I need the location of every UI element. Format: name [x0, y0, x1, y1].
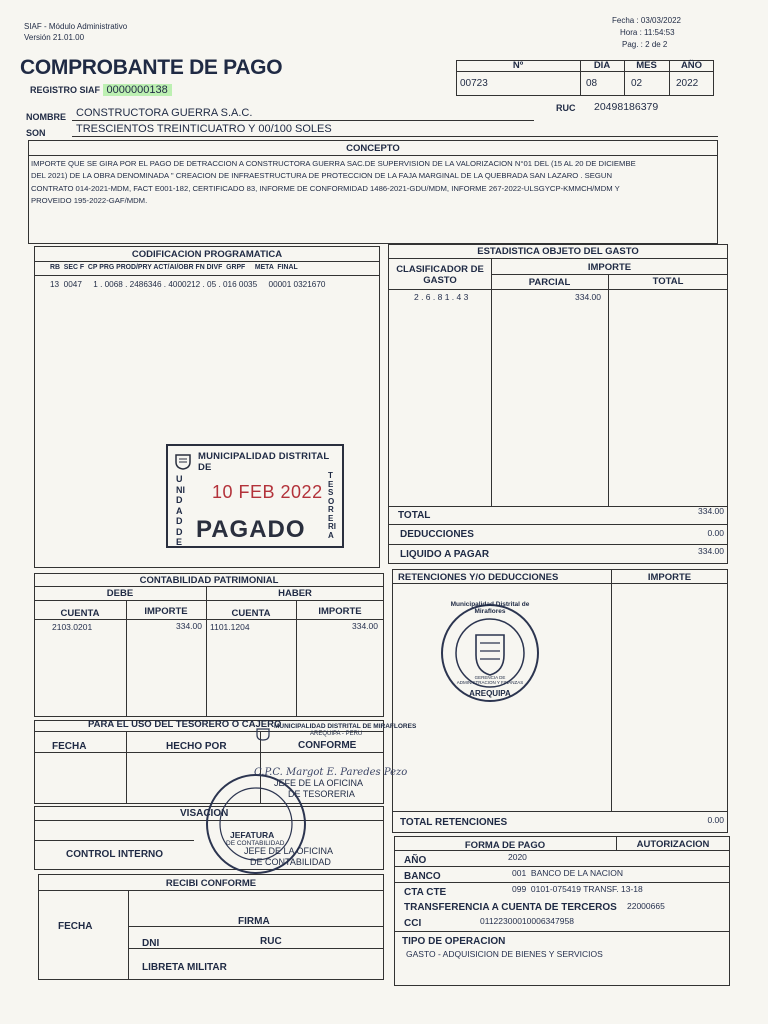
- summary-total-value: 334.00: [698, 506, 724, 516]
- codificacion-row: 13 0047 1 . 0068 . 2486346 . 4000212 . 05 . 016 0035 00001 0321670: [50, 280, 326, 289]
- recibi-title: RECIBI CONFORME: [165, 878, 257, 889]
- conforme-label: CONFORME: [298, 740, 357, 751]
- treasurer-role-2: DE TESORERIA: [288, 789, 355, 799]
- page-number: Pag. : 2 de 2: [622, 40, 668, 49]
- jefatura-role-1: JEFE DE LA OFICINA: [244, 846, 334, 856]
- summary-deducciones-label: DEDUCCIONES: [400, 529, 474, 540]
- forma-pago-title: FORMA DE PAGO: [464, 840, 546, 851]
- col-numero: Nº: [512, 60, 524, 71]
- pagado-status: PAGADO: [196, 516, 306, 543]
- tesorero-title: PARA EL USO DEL TESORERO O CAJERO: [88, 719, 282, 730]
- clasificador-value: 2 . 6 . 8 1 . 4 3: [414, 292, 469, 302]
- codificacion-columns: RB SEC F CP PRG PROD/PRY ACT/AI/OBR FN DIVF GRPF META FINAL: [50, 264, 298, 271]
- recibi-ruc-label: RUC: [260, 936, 282, 947]
- document-title: COMPROBANTE DE PAGO: [20, 56, 283, 79]
- treasurer-city: AREQUIPA - PERU: [310, 731, 363, 737]
- debe-importe-label: IMPORTE: [144, 606, 188, 617]
- jefatura-stamp: [204, 772, 334, 876]
- pagado-date: 10 FEB 2022: [212, 482, 323, 502]
- debe-label: DEBE: [106, 588, 134, 599]
- forma-anio-value: 2020: [508, 852, 527, 862]
- debe-cuenta-value: 2103.0201: [52, 622, 93, 632]
- autorizacion-label: AUTORIZACION: [636, 839, 710, 850]
- firma-label: FIRMA: [238, 916, 270, 927]
- tesorero-fecha-label: FECHA: [52, 741, 87, 752]
- clasificador-label: CLASIFICADOR DE GASTO: [396, 264, 484, 286]
- seal-inner-text: GERENCIA DE ADMINISTRACION Y FINANZAS: [456, 675, 524, 685]
- transferencia-label: TRANSFERENCIA A CUENTA DE TERCEROS: [404, 902, 617, 913]
- tipo-operacion-label: TIPO DE OPERACION: [402, 936, 506, 947]
- jefatura-line-1: JEFATURA: [230, 830, 275, 840]
- haber-cuenta-label: CUENTA: [231, 608, 271, 619]
- municipal-seal: [440, 603, 540, 703]
- forma-banco-value: 001 BANCO DE LA NACION: [512, 868, 624, 878]
- treasurer-name: C.P.C. Margot E. Paredes Pezo: [254, 767, 408, 778]
- visacion-label: VISACION: [180, 808, 229, 819]
- haber-cuenta-value: 1101.1204: [210, 622, 250, 632]
- recibi-fecha-label: FECHA: [58, 921, 93, 932]
- print-date: Fecha : 03/03/2022: [612, 16, 681, 25]
- summary-total-label: TOTAL: [398, 510, 431, 521]
- total-retenciones-label: TOTAL RETENCIONES: [400, 817, 508, 828]
- concepto-text: IMPORTE QUE SE GIRA POR EL PAGO DE DETRACCION A CONSTRUCTORA GUERRA SAC.DE SUPERVISION DE LA VALORIZACION N°01 DEL (15 AL 20 DE DICIEMBE DEL 2021) DE LA OBRA DENOMINADA " CREACION DE INFRAESTRUCTURA DE PROTECCION DE LA FAJA MARGINAL DE LA QUEBRADA SAN LAZARO . SEGUN CONTRATO 014-2021-MDM, FACT E001-182, CERTIFICADO 83, INFORME DE CONFORMIDAD 1486-2021-GDU/MDM, INFORME 267-2022-ULSGYCP-KMMCH/MDM Y PROVEIDO 195-2022-GAF/MDM.: [31, 159, 636, 205]
- cci-label: CCI: [404, 918, 422, 929]
- dni-label: DNI: [142, 938, 160, 949]
- contabilidad-title: CONTABILIDAD PATRIMONIAL: [139, 575, 279, 586]
- haber-importe-value: 334.00: [352, 621, 378, 631]
- col-mes: MES: [636, 60, 657, 71]
- forma-banco-label: BANCO: [404, 871, 441, 882]
- haber-label: HABER: [278, 588, 312, 599]
- system-name: SIAF - Módulo Administrativo: [24, 22, 128, 31]
- pagado-stamp-left: UNIDAD DE: [176, 474, 185, 547]
- retenciones-importe-label: IMPORTE: [647, 572, 692, 583]
- pagado-stamp: [166, 444, 344, 548]
- col-anio: AÑO: [680, 60, 703, 71]
- jefatura-line-2: DE CONTABILIDAD: [226, 840, 285, 847]
- seal-city: AREQUIPA: [469, 689, 511, 698]
- voucher-day: 08: [586, 78, 598, 89]
- payee-ruc: 20498186379: [594, 101, 659, 113]
- treasurer-muni: MUNICIPALIDAD DISTRITAL DE MIRAFLORES: [274, 723, 417, 730]
- forma-ctacte-value: 099 0101-075419 TRANSF. 13-18: [512, 884, 643, 894]
- summary-liquido-label: LIQUIDO A PAGAR: [400, 549, 490, 560]
- debe-cuenta-label: CUENTA: [60, 608, 100, 619]
- treasurer-role-1: JEFE DE LA OFICINA: [274, 778, 364, 788]
- libreta-label: LIBRETA MILITAR: [142, 962, 227, 973]
- registro-siaf: REGISTRO SIAF 0000000138: [30, 84, 172, 96]
- amount-in-words: TRESCIENTOS TREINTICUATRO Y 00/100 SOLES: [76, 123, 332, 135]
- control-interno-label: CONTROL INTERNO: [66, 849, 164, 860]
- voucher-month: 02: [631, 78, 643, 89]
- transferencia-value: 22000665: [627, 901, 665, 911]
- print-time: Hora : 11:54:53: [620, 28, 675, 37]
- summary-deducciones-value: 0.00: [707, 528, 724, 538]
- payee-name: CONSTRUCTORA GUERRA S.A.C.: [76, 107, 253, 119]
- pagado-stamp-right: TESORERIA: [328, 471, 336, 540]
- system-version: Versión 21.01.00: [24, 33, 85, 42]
- cci-value: 01122300010006347958: [480, 916, 574, 926]
- voucher-year: 2022: [676, 78, 699, 89]
- importe-label: IMPORTE: [587, 262, 632, 273]
- municipal-crest-icon: [174, 452, 192, 470]
- total-retenciones-value: 0.00: [707, 815, 724, 825]
- voucher-number: 00723: [460, 78, 488, 89]
- col-dia: DIA: [593, 60, 611, 71]
- total-label: TOTAL: [652, 276, 684, 287]
- tipo-operacion-value: GASTO - ADQUISICION DE BIENES Y SERVICIOS: [406, 949, 603, 959]
- small-crest-icon: [256, 727, 270, 741]
- pagado-stamp-top: MUNICIPALIDAD DISTRITAL DE: [198, 451, 330, 473]
- seal-ring-text: Municipalidad Distrital de Miraflores: [450, 601, 530, 615]
- jefatura-role-2: DE CONTABILIDAD: [250, 857, 331, 867]
- nombre-label: NOMBRE: [26, 112, 66, 122]
- forma-anio-label: AÑO: [404, 855, 427, 866]
- codificacion-title: CODIFICACION PROGRAMATICA: [131, 249, 283, 260]
- son-label: SON: [26, 128, 46, 138]
- hecho-por-label: HECHO POR: [166, 741, 227, 752]
- haber-importe-label: IMPORTE: [318, 606, 362, 617]
- concepto-title: CONCEPTO: [346, 143, 400, 154]
- estadistica-title: ESTADISTICA OBJETO DEL GASTO: [477, 246, 639, 257]
- parcial-value: 334.00: [575, 292, 601, 302]
- summary-liquido-value: 334.00: [698, 546, 724, 556]
- ruc-label: RUC: [556, 103, 576, 113]
- debe-importe-value: 334.00: [176, 621, 202, 631]
- retenciones-title: RETENCIONES Y/O DEDUCCIONES: [398, 572, 559, 583]
- registro-number: 0000000138: [103, 84, 172, 96]
- parcial-label: PARCIAL: [528, 277, 571, 288]
- forma-ctacte-label: CTA CTE: [404, 887, 447, 898]
